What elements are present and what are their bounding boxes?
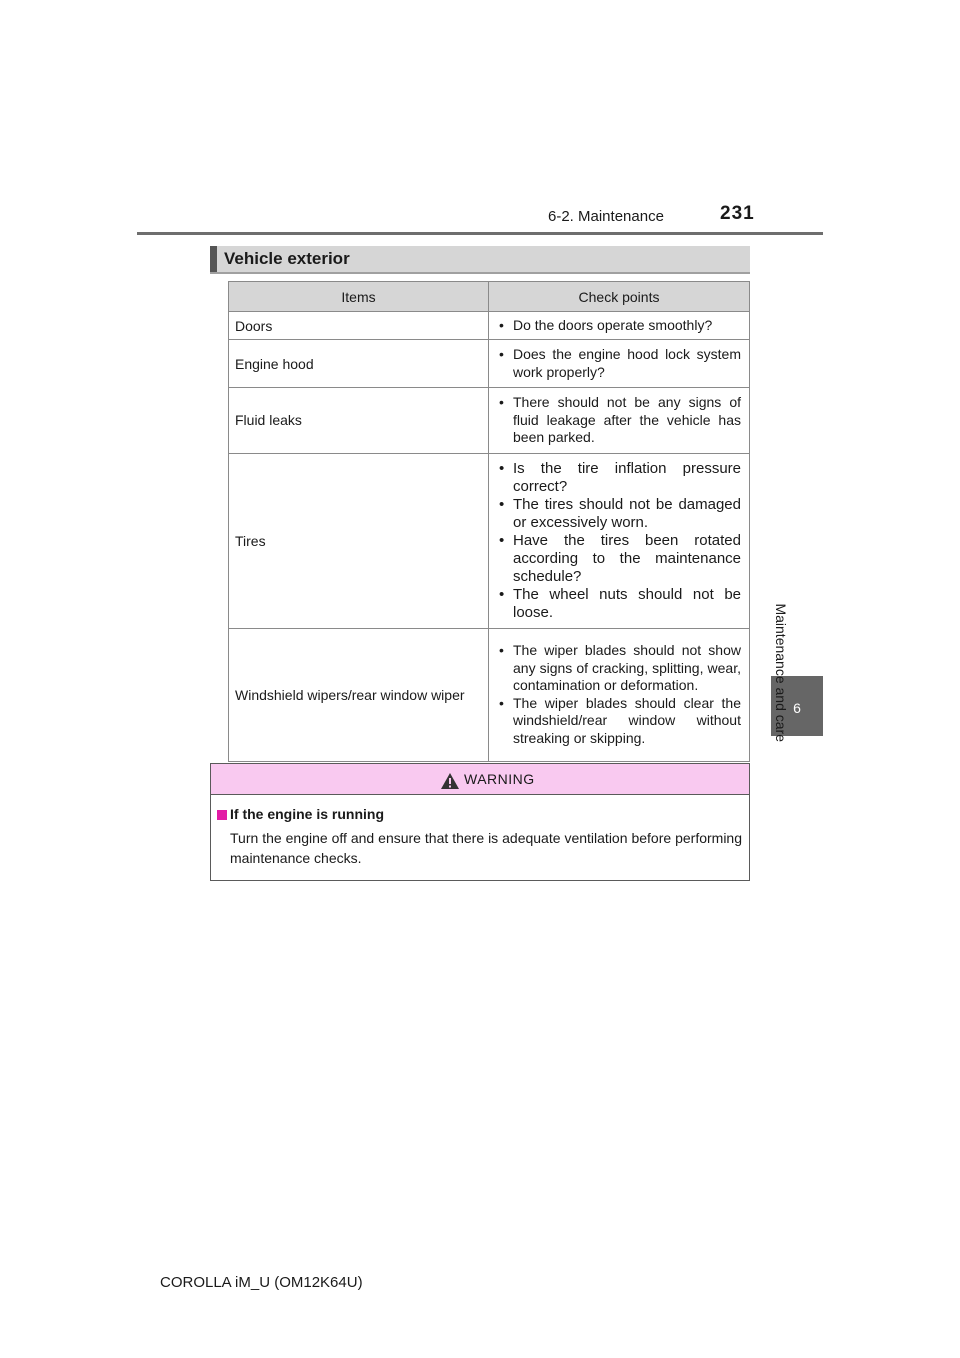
footer-model-code: COROLLA iM_U (OM12K64U) (160, 1274, 363, 1291)
check-point: • The wheel nuts should not be loose. (497, 586, 741, 622)
section-heading (210, 246, 750, 274)
warning-body: Turn the engine off and ensure that there is adequate ventilation before performing maintenance checks. (230, 830, 742, 866)
item-cell: Engine hood (229, 340, 489, 388)
check-table (228, 281, 750, 762)
page-number: 231 (720, 203, 755, 224)
section-heading-bar (210, 246, 217, 272)
section-title: Vehicle exterior (224, 249, 350, 268)
table-row (229, 312, 750, 340)
warning-box (210, 763, 750, 881)
check-point: • The wiper blades should not show any signs of cracking, splitting, wear, contamination or deformation. (497, 642, 741, 695)
check-point: • Does the engine hood lock system work properly? (497, 346, 741, 381)
warning-triangle-icon (440, 772, 460, 790)
column-header-items: Items (229, 282, 489, 312)
item-cell: Doors (229, 312, 489, 340)
check-point: • Have the tires been rotated according to the maintenance schedule? (497, 532, 741, 586)
item-cell: Tires (229, 453, 489, 628)
chapter-number: 6 (793, 700, 801, 716)
check-point: • There should not be any signs of fluid leakage after the vehicle has been parked. (497, 394, 741, 447)
warning-header (211, 764, 749, 795)
warning-subtitle: If the engine is running (230, 806, 384, 822)
chapter-label-container (768, 603, 790, 892)
table-row (229, 453, 750, 628)
points-cell (489, 388, 750, 454)
points-cell (489, 312, 750, 340)
table-row (229, 628, 750, 761)
header-section-title: 6-2. Maintenance (548, 208, 664, 225)
check-point: • Is the tire inflation pressure correct? (497, 460, 741, 496)
table-row (229, 340, 750, 388)
points-cell (489, 628, 750, 761)
item-cell: Fluid leaks (229, 388, 489, 454)
table-row (229, 388, 750, 454)
check-point: • Do the doors operate smoothly? (497, 317, 741, 335)
column-header-check-points: Check points (489, 282, 750, 312)
header-rule (137, 232, 823, 235)
item-cell (229, 628, 489, 761)
warning-bullet-square (217, 810, 227, 820)
warning-title: WARNING (464, 771, 535, 787)
points-cell (489, 453, 750, 628)
chapter-label: Maintenance and care (773, 603, 789, 742)
points-cell (489, 340, 750, 388)
table-header-row (229, 282, 750, 312)
item-label: Windshield wipers/rear window wiper (235, 686, 465, 703)
check-point: • The tires should not be damaged or excessively worn. (497, 496, 741, 532)
check-point: • The wiper blades should clear the windshield/rear window without streaking or skipping. (497, 695, 741, 748)
